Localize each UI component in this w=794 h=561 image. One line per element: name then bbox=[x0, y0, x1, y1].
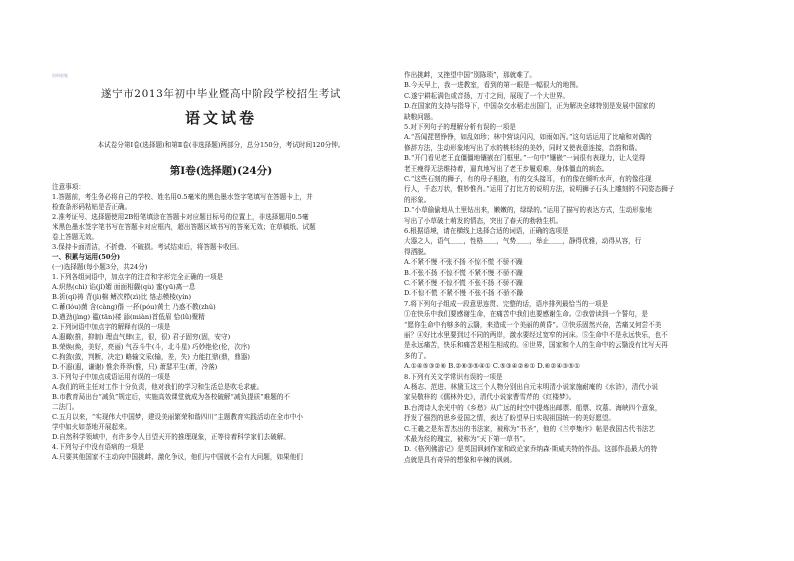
right-text-line: B.台湾诗人余光中的《乡愁》从广远的时空中提炼出邮票、船票、坟墓、海峡四个意象， bbox=[404, 403, 662, 412]
right-text-line: 行人，千态万状，惟妙惟肖。”运用了打比方的说明方法，说明狮子石头上雕刻的不同姿态狮子 bbox=[404, 185, 675, 194]
right-text-line: A.杨志、范进、林黛玉这三个人物分别出自元末明清小说家施耐庵的《水浒》，清代小说 bbox=[404, 383, 659, 391]
right-text-line: 的形象。 bbox=[404, 195, 431, 204]
right-text-line: B.今天早上，我一进教室，看到的第一眼是一幅很大的地图。 bbox=[404, 81, 583, 90]
right-text-line: 8.下列有关文学常识有误的一项是 bbox=[404, 372, 503, 381]
left-text-line: D.遒劲(jìng) 褴(tān)褛 舔(miàn)首低眉 恰(lǜ)聚精 bbox=[52, 313, 205, 321]
right-text-line: C.“这些石刻的狮子，有的母子相抱，有的交头接耳，有的像在倾听水声，有的像往现 bbox=[404, 175, 652, 183]
right-column bbox=[404, 0, 742, 561]
left-text-line: 学中如火如荼地开展起来。 bbox=[52, 423, 132, 431]
left-text-line: 1.下列各组词语中，加点字的注音和字形完全正确的一项是 bbox=[52, 273, 224, 281]
left-text-line: D.自然科学领域中，有许多令人目望天开的推理现象，正等待着科学家们去破解。 bbox=[52, 433, 290, 441]
left-text-line: 3.保持卡面清洁，不折叠、不破损。考试结束后，将答题卡收回。 bbox=[52, 243, 243, 251]
right-text-line: D.不惊不慌 不紧不慢 不张不扬 不骄不躁 bbox=[404, 289, 523, 298]
right-text-line: C.王羲之是东晋杰出的书法家，被称为“书圣”，他的《兰亭集序》帖是我国古代书法艺 bbox=[404, 424, 656, 433]
right-text-line: B.不张不扬 不惊不慌 不紧不慢 不骄不躁 bbox=[404, 268, 523, 277]
left-text-line: 二法门。 bbox=[52, 403, 79, 411]
left-text-line: 一、积累与运用(50分) bbox=[52, 253, 121, 261]
left-text-line: B.市教育局出台“减负”规定后，实施高效课堂就成为各校破解“减负提质”难题的不 bbox=[52, 393, 291, 401]
right-text-line: C.不紧不慢 不惊不慌 不张不扬 不骄不躁 bbox=[404, 279, 523, 287]
right-text-line: “愿你生命中有够多的云翳，来造成一个美丽的黄昏”。③快乐固然兴奋，苦痛又何尝不美 bbox=[404, 320, 662, 329]
right-text-line: 丽？④好比水里要到过不同的两岸，激水要经过宽窄的河床。⑤生命中不是永远快乐，也不 bbox=[404, 331, 668, 339]
right-text-line: 5.对下列句子的理解分析有误的一项是 bbox=[404, 123, 516, 131]
right-text-line: 大器之人，语气＿＿，性格＿＿，气势＿＿，举止＿＿，静得优雅，动得从容，行 bbox=[404, 237, 642, 246]
left-text-line: B.祈(qí)祷 背(jì)棉 鳍次栉(zì)比 恪忐模棱(yín) bbox=[52, 293, 192, 301]
left-text-line: 1.答题前，考生务必将自己的学校、姓名用0.5毫米的黑色墨水签字笔填写在答题卡上，并 bbox=[52, 193, 313, 201]
left-text-line: 注意事项： bbox=[52, 183, 85, 191]
right-text-line: 多的了。 bbox=[404, 351, 431, 360]
right-text-line: 6.根据语境，请在横线上选择合适的词语，正确的选项是 bbox=[404, 227, 569, 235]
left-column bbox=[52, 0, 390, 561]
left-text-line: A.我们的班主任对工作十分负责，他对我们的学习和生活总是吹毛求疵。 bbox=[52, 383, 264, 391]
right-text-line: 是永远痛苦，快乐和痛苦是相生相成的。⑥世界，国家和个人的生命中的云翳没有比写天再 bbox=[404, 341, 668, 350]
left-text-line: 检查条形码粘贴是否正确。 bbox=[52, 203, 132, 211]
left-text-line: 卷上答题无效。 bbox=[52, 233, 99, 241]
watermark: 资料收集 bbox=[52, 73, 68, 78]
right-text-line: D.《格列佛游记》是英国讽刺作家和政论家乔纳森·斯威夫特的作品。这部作品最大的特 bbox=[404, 445, 658, 454]
left-text-line: B.荣焕(焕，美好，亮丽) 气吞斗牛(斗，北斗星) 巧妙绝伦(伦，次序) bbox=[52, 343, 251, 351]
exam-title: 遂宁市2013年初中毕业暨高中阶段学校招生考试 bbox=[100, 88, 342, 100]
right-text-line: 点就是具有奇异的想象和辛辣的讽刺。 bbox=[404, 455, 517, 464]
right-text-line: 术最为经的瑰宝，被称为“天下第一草书”。 bbox=[404, 435, 530, 443]
part-heading: 第Ⅰ卷(选择题)(24分) bbox=[169, 165, 273, 177]
left-text-line: C.蓄(lóu)菌 含(càng)偕 一抔(póu)黄土 乃惑不教(zhǔ) bbox=[52, 303, 216, 311]
left-text-line: A.只要其他国家不主动向中国挑衅、激化争议，他们与中国就不会有大问题，如果他们 bbox=[52, 453, 303, 461]
left-text-line: 2.下列词语中加点字的解释有误的一项是 bbox=[52, 323, 171, 331]
right-text-line: D.“小草偷偷地从土里钻出来，嫩嫩的，绿绿的。”运用了描写的表达方式，生动形象地 bbox=[404, 206, 652, 215]
left-text-line: D.不遐(遐，谦谢) 惟余莽莽(惟，只) 萧瑟平生(萧，冷落) bbox=[52, 363, 218, 371]
right-text-line: 得洒脱。 bbox=[404, 247, 431, 256]
left-text-line: A.遐瞰(推，抑制) 理直气肆(主，很，很) 君子固穷(固，安守) bbox=[52, 333, 231, 341]
right-text-line: D.在国家的支持与指导下，中国杂交水稻走出国门，正为解决全球特别是发展中国家的 bbox=[404, 102, 656, 111]
left-text-line: A.炽热(chì) 谄(jǐ)媚 面面相觑(qù) 蜜(yū)离一息 bbox=[52, 283, 196, 291]
subject-title: 语文试卷 bbox=[184, 109, 257, 127]
left-text-line: C.拘敛(敛，判断，决定) 略输文采(输，差，失) 力能扛鼎(鼎，鼎器) bbox=[52, 353, 250, 361]
left-text-line: C.五月以来，“实现伟大中国梦，建设美丽繁荣和谐四川”主题教育实践活动在全市中小 bbox=[52, 413, 304, 421]
right-text-line: A.不紧不慢 不张不扬 不惊不慌 不骄不躁 bbox=[404, 258, 523, 267]
right-text-line: B.“开门看见老王直僵僵地镶嵌在门框里。”一句中“镶嵌”一词很有表现力，让人觉得 bbox=[404, 154, 646, 163]
right-text-line: A.①④⑤③②⑥ B.②⑥③⑤④① C.⑤③④②⑥① D.⑥②④③⑤① bbox=[404, 362, 581, 371]
left-text-line: 米黑色墨水签字笔书写在答题卡对应框内，超出答题区域书写的答案无效；在草稿纸、试题 bbox=[52, 223, 316, 231]
right-text-line: 写出了小草破土萌发的情态，突出了春天的勃勃生机。 bbox=[404, 216, 563, 225]
right-text-line: 7.将下列句子组成一段意思连贯、完整的话，语序排列最恰当的一项是 bbox=[404, 299, 609, 308]
right-text-line: 缺粮问题。 bbox=[404, 112, 437, 121]
right-text-line: ①在快乐中我们要感谢生命，在痛苦中我们也要感谢生命。②我曾读到一个誓句，是 bbox=[404, 310, 648, 319]
right-text-line: C.遂宁耕耘满色或音扬，万寸之间，展现了一个大世界。 bbox=[404, 91, 570, 100]
right-text-line: 老王瘦得无法维持着，逼真地写出了老王步履艰难，身体僵直的病态。 bbox=[404, 164, 609, 173]
left-text-line: 本试卷分第Ⅰ卷(选择题)和第Ⅱ卷(非选择题)两部分，总分150分，考试时间120分钟。 bbox=[97, 141, 345, 149]
left-text-line: 3.下列句子中加点成语运用有误的一项是 bbox=[52, 373, 171, 381]
left-text-line: 4.下列句子中没有语病的一项是 bbox=[52, 443, 145, 451]
right-text-line: 家吴敬梓的《儒林外史》，清代小说家曹雪芹的《红楼梦》。 bbox=[404, 393, 576, 402]
left-text-line: (一)选择题(每小题3分，共24分) bbox=[52, 263, 148, 271]
right-text-line: 作出挑衅，又挫望中国“别陈琐”，那就难了。 bbox=[404, 71, 537, 79]
right-text-line: 修辞方法，生动形象地写出了水的桃杉轻的美妙，同时又使表意连接，音韵和谐。 bbox=[404, 143, 642, 152]
right-text-line: 抒发了强烈的思乡爱国之情，表达了盼望早日实现祖国统一的美好愿望。 bbox=[404, 414, 615, 423]
left-text-line: 2.准考证号、选择题使用2B铅笔填涂在答题卡对应题目标号的位置上，非选择题用0.5毫 bbox=[52, 213, 309, 221]
right-text-line: A.“吾闻琵琶铮铮，如乱如珍；林中营谈闪闪，如雨如泻。”这句话运用了比喻和对偶的 bbox=[404, 133, 652, 142]
